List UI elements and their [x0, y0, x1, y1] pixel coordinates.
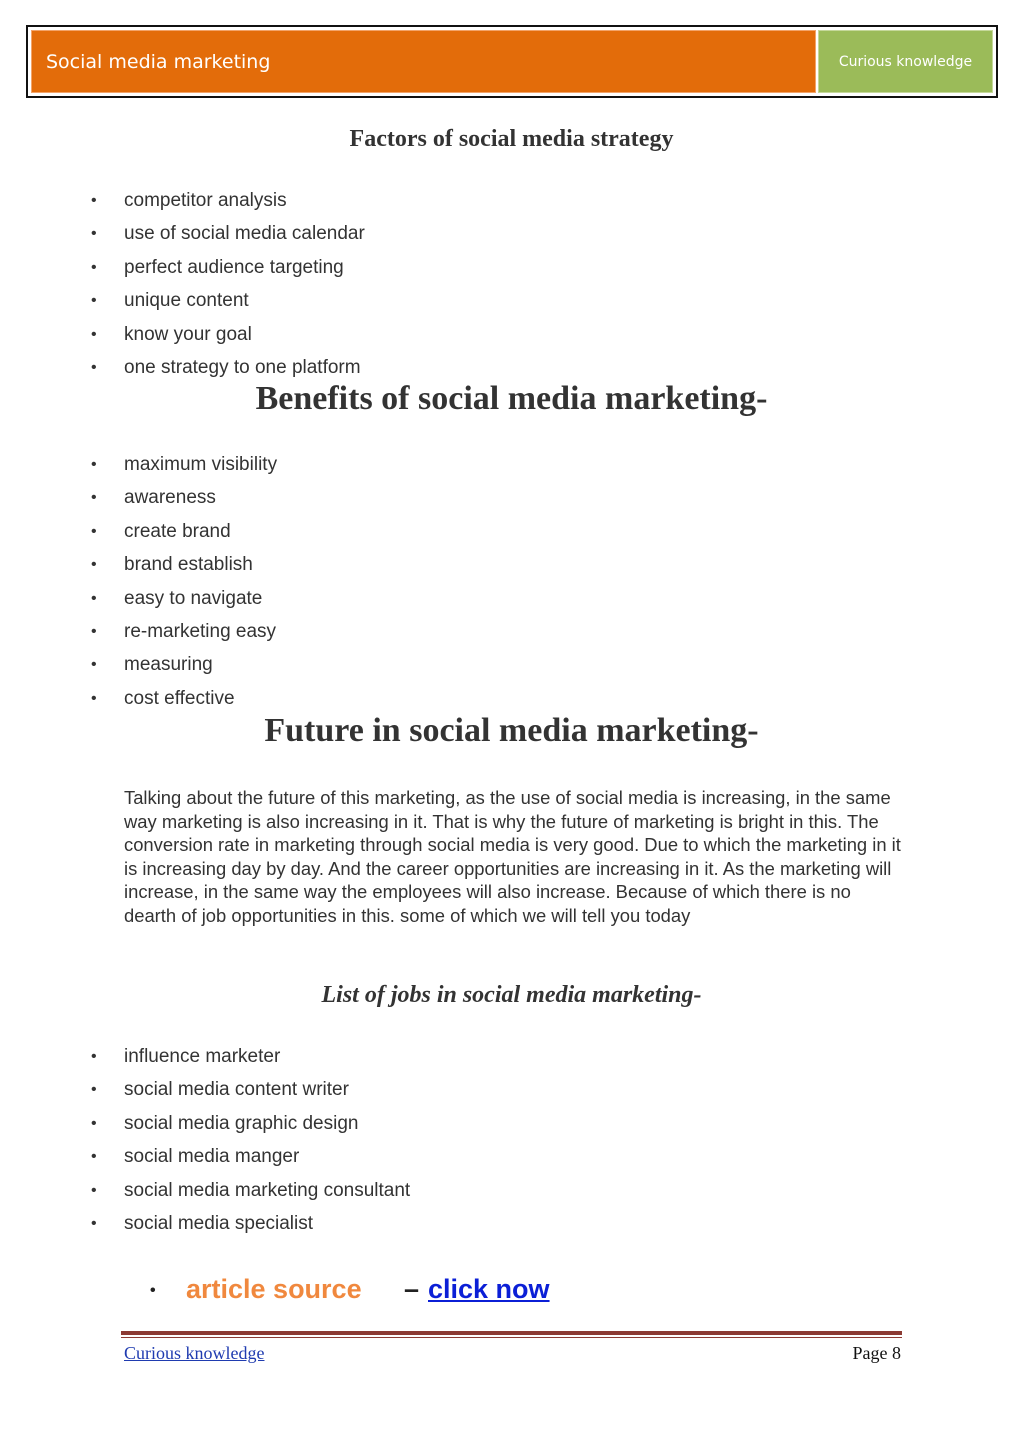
list-item: • re-marketing easy: [0, 621, 277, 654]
benefits-list: [0, 454, 277, 721]
factors-list: [0, 190, 365, 390]
header-site-block: [818, 30, 993, 93]
list-item: • social media manger: [0, 1146, 410, 1179]
jobs-heading: List of jobs in social media marketing-: [321, 982, 702, 1008]
list-item: • social media graphic design: [0, 1113, 410, 1146]
article-source-label: article source: [186, 1274, 362, 1304]
list-item: • social media marketing consultant: [0, 1180, 410, 1213]
header-title: Social media marketing: [46, 51, 271, 73]
list-item: • perfect audience targeting: [0, 257, 365, 290]
source-dash: –: [404, 1274, 420, 1304]
footer-divider-thin: [121, 1337, 902, 1338]
click-now-link[interactable]: click now: [428, 1274, 550, 1304]
header-site-name: Curious knowledge: [838, 54, 973, 70]
list-item: • social media specialist: [0, 1213, 410, 1246]
list-item: • maximum visibility: [0, 454, 277, 487]
list-item: • easy to navigate: [0, 588, 277, 621]
list-item: • measuring: [0, 654, 277, 687]
list-item: • brand establish: [0, 554, 277, 587]
list-item: • create brand: [0, 521, 277, 554]
footer-site-link[interactable]: Curious knowledge: [124, 1343, 265, 1363]
list-item: • awareness: [0, 487, 277, 520]
benefits-heading: Benefits of social media marketing-: [255, 380, 768, 417]
future-paragraph: Talking about the future of this marketing, as the use of social media is increasing, in the same way marketing is also increasing in it. That is why the future of marketing is bright in this. The conversion rate in marketing through social media is very good. Due to which the marketing in it is increasing day by day. And the career opportunities are increasing in it. As the marketing will increase, in the same way the employees will also increase. Because of which there is no dearth of job opportunities in this. some of which we will tell you today: [124, 787, 901, 926]
header-title-block: [31, 30, 816, 93]
factors-heading: Factors of social media strategy: [349, 126, 674, 152]
list-item: • one strategy to one platform: [0, 357, 365, 390]
list-item: • cost effective: [0, 688, 277, 721]
list-item: • unique content: [0, 290, 365, 323]
list-item: • know your goal: [0, 324, 365, 357]
jobs-list: [0, 1046, 410, 1246]
list-item: • use of social media calendar: [0, 223, 365, 256]
future-heading: Future in social media marketing-: [264, 712, 759, 749]
bullet-icon: •: [150, 1282, 156, 1299]
list-item: • influence marketer: [0, 1046, 410, 1079]
page-header: [26, 25, 998, 98]
page-number: Page 8: [852, 1343, 901, 1363]
list-item: • social media content writer: [0, 1079, 410, 1112]
footer-divider: [121, 1331, 902, 1335]
list-item: • competitor analysis: [0, 190, 365, 223]
